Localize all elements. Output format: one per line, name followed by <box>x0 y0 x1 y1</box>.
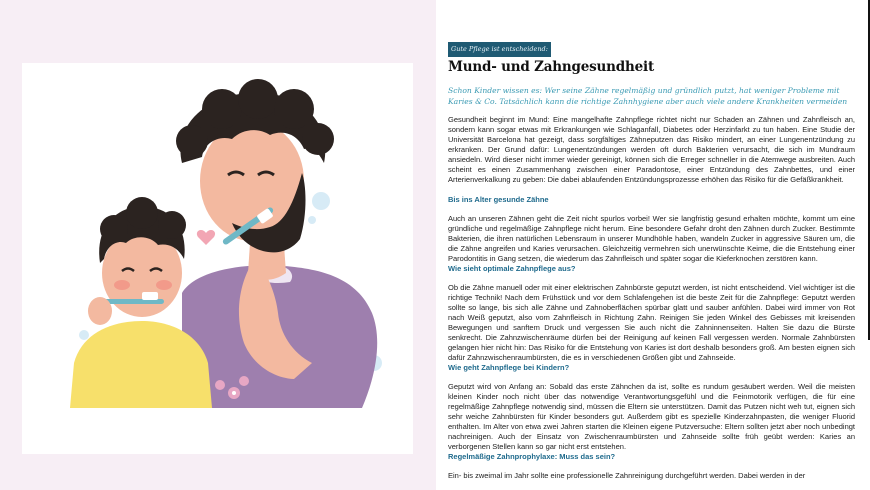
heart-icon <box>197 230 215 245</box>
article-paragraph: Auch an unseren Zähnen geht die Zeit nicht spurlos vorbei! Wer sie langfristig gesund erhalten möchte, kommt um eine gründliche und regelmäßige Zahnpflege nicht herum. Eine besondere Gefahr droht den Zähnen durch Zucker. Bestimmte Bakterien, die ihren natürlichen Lebensraum in unserer Mundhöhle haben, wandeln Zucker in aggressive Säuren um, die die Zähne angreifen und Karies verursachen. Gleichzeitig vermehren sich unerwünschte Keime, die die Entstehung einer Parodontitis in Gang setzen, die wiederum das Zahnfleisch und später sogar die Kieferknochen zerstören kann. <box>448 214 855 264</box>
father-child-illustration <box>22 63 413 454</box>
article <box>448 36 855 490</box>
article-subhead: Bis ins Alter gesunde Zähne <box>448 195 549 205</box>
article-lead: Schon Kinder wissen es: Wer seine Zähne regelmäßig und gründlich putzt, hat weniger Probleme mit Karies & Co. Tatsächlich kann die richtige Zahnhygiene aber auch viele andere Krankheiten vermeiden <box>448 86 848 107</box>
tooth-brushing-illustration <box>22 63 413 454</box>
article-paragraph: Ob die Zähne manuell oder mit einer elektrischen Zahnbürste geputzt werden, ist nicht entscheidend. Viel wichtiger ist die richtige Technik! Nach dem Frühstück und vor dem Schlafengehen ist die beste Zeit für die Zahnpflege: Geputzt werden sollte so lange, bis sich alle Zähne und Zahnoberflächen spürbar glatt und sauber anfühlen. Dabei wird immer von Rot nach Weiß geputzt, also vom Zahnfleisch in Richtung Zahn. Reinigen Sie jeden Winkel des Gebisses mit kreisenden Bewegungen und sanftem Druck und vergessen Sie auch nicht die Zahninnenseiten. Halten Sie dazu die Bürste senkrecht. Die Zahnzwischenräume dürfen bei der Reinigung auf keinen Fall vergessen werden. Normale Zahnbürsten gelangen hier nicht hin: Das Risiko für die Entstehung von Karies ist dort deshalb besonders groß. Am besten eignen sich dafür Zahnzwischenraumbürsten, die es in verschiedenen Größen gibt und Zahnseide. <box>448 283 855 363</box>
article-headline: Mund- und Zahngesundheit <box>448 58 654 75</box>
article-kicker: Gute Pflege ist entscheidend: <box>448 42 551 57</box>
bubble-icon <box>312 192 330 210</box>
bubble-icon <box>308 216 316 224</box>
article-paragraph: Ein- bis zweimal im Jahr sollte eine professionelle Zahnreinigung durchgeführt werden. Dabei werden in der <box>448 471 806 481</box>
bubble-icon <box>79 330 89 340</box>
article-paragraph: Geputzt wird von Anfang an: Sobald das erste Zähnchen da ist, sollte es rundum gesäubert werden. Weil die meisten kleinen Kinder noch nicht über das notwendige Verantwortungsgefühl und die Feinmotorik verfügen, die für eine regelmäßige Zahnpflege notwendig sind, müssen die Eltern sie unterstützen. Damit das Putzen nicht weh tut, eignen sich sehr weiche Zahnbürsten für Kinder besonders gut. Außerdem gibt es spezielle Kinderzahnpasten, die weniger Fluorid enthalten. Im Alter von etwa zwei Jahren starten die Kleinen eigene Putzversuche: Eltern sollten jetzt aber noch unbedingt nachreinigen. Auch der Einsatz von Zwischenraumbürsten und Zahnseide sollte früh geübt werden: Karies an verborgenen Stellen kann so gar nicht erst entstehen. <box>448 382 855 452</box>
article-subhead: Wie sieht optimale Zahnpflege aus? <box>448 264 576 274</box>
article-paragraph: Gesundheit beginnt im Mund: Eine mangelhafte Zahnpflege richtet nicht nur Schaden an Zähnen und Zahnfleisch an, sondern kann sogar etwas mit Erkrankungen wie Schlaganfall, Diabetes oder Herzinfarkt zu tun haben. Eine Studie der Universität Barcelona hat gezeigt, dass sorgfältiges Zähneputzen das Risiko mindert, an einer Lungenentzündung zu erkranken. Der Grund dafür: Lungenentzündungen werden oft durch Bakterien verursacht, die sich im Mundraum ansiedeln. Wird dieser nicht immer wieder gereinigt, können sich die Erreger schneller in die Atemwege ausbreiten. Auch scheint es einen Zusammenhang zwischen einer Paradontose, einer Entzündung des Zahnbettes, und einer Arterienverkalkung zu geben: Die dabei ablaufenden Entzündungsprozesse erhöhen das Risiko für die Gefäßkrankheit. <box>448 115 855 185</box>
article-subhead: Wie geht Zahnpflege bei Kindern? <box>448 363 570 373</box>
article-subhead: Regelmäßige Zahnprophylaxe: Muss das sein? <box>448 452 616 462</box>
